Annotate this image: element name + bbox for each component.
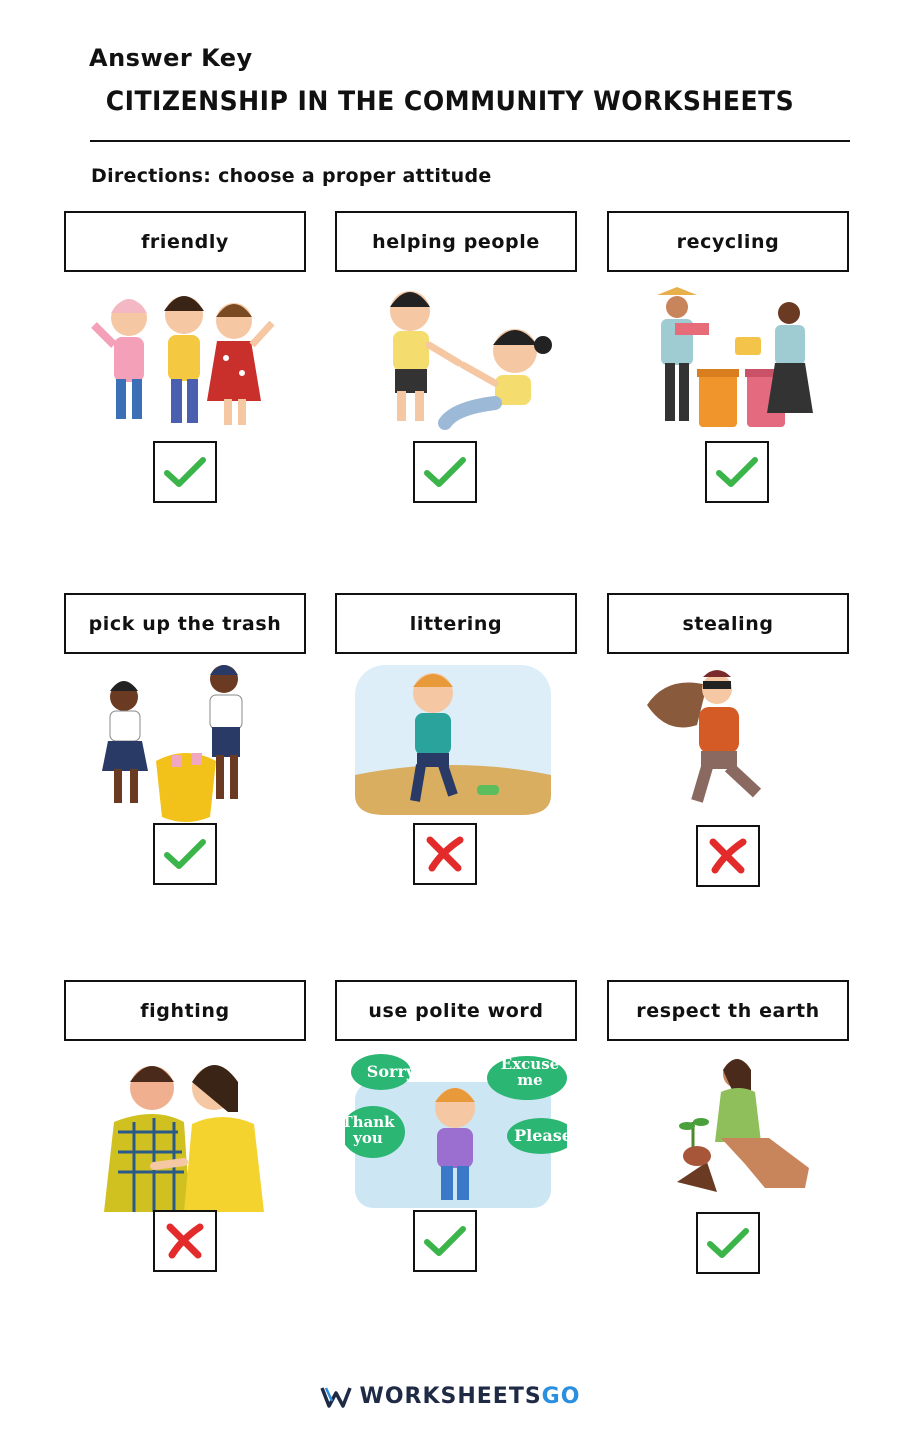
- planting-icon: [617, 1052, 839, 1212]
- item-label: friendly: [64, 211, 306, 272]
- bubble-sorry: Sorry: [366, 1062, 416, 1081]
- friends-icon: [74, 283, 296, 443]
- item-card-recycling: [607, 211, 849, 651]
- check-box: [153, 823, 217, 885]
- cross-mark-icon: [162, 1221, 208, 1261]
- check-box: [413, 1210, 477, 1272]
- item-label: fighting: [64, 980, 306, 1041]
- worksheetsgo-logo-icon: [320, 1385, 352, 1409]
- item-card-friendly: [64, 211, 306, 651]
- cross-mark-icon: [705, 836, 751, 876]
- pickup-trash-icon: [74, 665, 296, 825]
- item-label: littering: [335, 593, 577, 654]
- item-label: pick up the trash: [64, 593, 306, 654]
- bubble-thank-you: Thank you: [341, 1113, 395, 1147]
- item-label: respect th earth: [607, 980, 849, 1041]
- checkmark-icon: [423, 1224, 467, 1258]
- item-label: recycling: [607, 211, 849, 272]
- checkmark-icon: [423, 455, 467, 489]
- item-card-littering: [335, 593, 577, 1033]
- bubble-excuse-me: Excuse me: [500, 1055, 560, 1089]
- check-box: [696, 1212, 760, 1274]
- item-label: use polite word: [335, 980, 577, 1041]
- cross-box: [413, 823, 477, 885]
- brand-name-part-b: GO: [541, 1384, 581, 1409]
- checkmark-icon: [715, 455, 759, 489]
- thief-icon: [617, 665, 839, 825]
- brand-name: [360, 1384, 581, 1409]
- item-card-pick-up-the-trash: [64, 593, 306, 1033]
- recycling-icon: [617, 283, 839, 443]
- item-card-fighting: [64, 980, 306, 1420]
- check-box: [705, 441, 769, 503]
- item-card-helping-people: [335, 211, 577, 651]
- helping-icon: [345, 283, 567, 443]
- brand-name-part-a: WORKSHEETS: [359, 1384, 542, 1409]
- checkmark-icon: [163, 837, 207, 871]
- checkmark-icon: [706, 1226, 750, 1260]
- fighting-icon: [74, 1052, 296, 1212]
- item-card-stealing: [607, 593, 849, 1033]
- page-title: CITIZENSHIP IN THE COMMUNITY WORKSHEETS: [105, 86, 795, 117]
- item-label: helping people: [335, 211, 577, 272]
- cross-box: [153, 1210, 217, 1272]
- bubble-please: Please: [514, 1126, 572, 1145]
- littering-icon: [345, 665, 567, 825]
- checkmark-icon: [163, 455, 207, 489]
- cross-mark-icon: [422, 834, 468, 874]
- item-card-use-polite-word: [335, 980, 577, 1420]
- check-box: [153, 441, 217, 503]
- check-box: [413, 441, 477, 503]
- answer-key-label: Answer Key: [89, 44, 253, 72]
- footer-brand: [0, 1384, 900, 1409]
- item-label: stealing: [607, 593, 849, 654]
- item-card-respect-th-earth: [607, 980, 849, 1420]
- title-divider: [90, 140, 850, 142]
- cross-box: [696, 825, 760, 887]
- directions-text: Directions: choose a proper attitude: [91, 165, 492, 187]
